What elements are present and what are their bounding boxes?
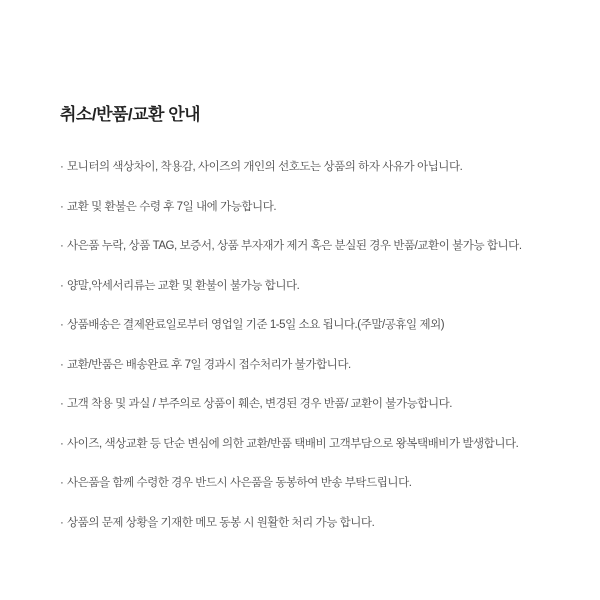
list-item (60, 516, 554, 532)
list-item (60, 279, 554, 295)
list-item-text: 교환 및 환불은 수령 후 7일 내에 가능합니다. (67, 200, 277, 213)
list-item-text: 사은품을 함께 수령한 경우 반드시 사은품을 동봉하여 반송 부탁드립니다. (67, 477, 412, 490)
notice-list (60, 160, 554, 531)
list-item (60, 239, 554, 255)
list-item-text: 상품배송은 결제완료일로부터 영업일 기준 1-5일 소요 됩니다.(주말/공휴일 제외) (67, 319, 445, 332)
list-item-text: 양말,악세서리류는 교환 및 환불이 불가능 합니다. (67, 279, 300, 292)
bullet-icon: · (60, 240, 64, 253)
page-title: 취소/반품/교환 안내 (60, 105, 201, 124)
list-item-text: 상품의 문제 상황을 기재한 메모 동봉 시 원활한 처리 가능 합니다. (67, 516, 375, 529)
list-item (60, 160, 554, 176)
bullet-icon: · (60, 279, 64, 292)
list-item (60, 397, 554, 413)
bullet-icon: · (60, 437, 64, 450)
list-item-text: 교환/반품은 배송완료 후 7일 경과시 접수처리가 불가합니다. (67, 358, 351, 371)
list-item-text: 사은품 누락, 상품 TAG, 보증서, 상품 부자재가 제거 혹은 분실된 경우 반품/교환이 불가능 합니다. (67, 240, 522, 253)
list-item (60, 476, 554, 492)
list-item (60, 358, 554, 374)
list-item (60, 437, 554, 453)
list-item (60, 200, 554, 216)
list-item-text: 사이즈, 색상교환 등 단순 변심에 의한 교환/반품 택배비 고객부담으로 왕복택배비가 발생합니다. (67, 437, 519, 450)
bullet-icon: · (60, 398, 64, 411)
list-item-text: 모니터의 색상차이, 착용감, 사이즈의 개인의 선호도는 상품의 하자 사유가 아닙니다. (67, 161, 463, 174)
list-item-text: 고객 착용 및 과실 / 부주의로 상품이 훼손, 변경된 경우 반품/ 교환이 불가능합니다. (67, 398, 453, 411)
list-item (60, 318, 554, 334)
bullet-icon: · (60, 161, 64, 174)
bullet-icon: · (60, 516, 64, 529)
bullet-icon: · (60, 200, 64, 213)
bullet-icon: · (60, 477, 64, 490)
bullet-icon: · (60, 319, 64, 332)
bullet-icon: · (60, 358, 64, 371)
